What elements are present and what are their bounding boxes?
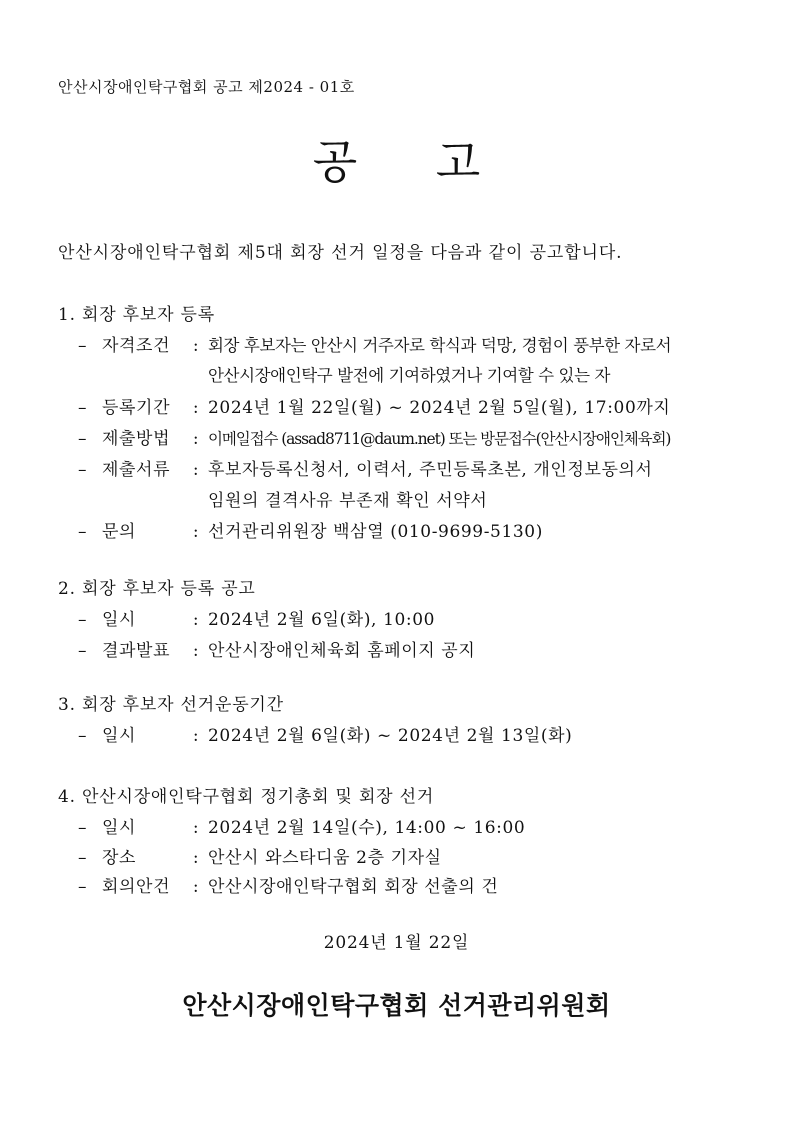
item-value: 안산시장애인탁구협회 회장 선출의 건 bbox=[208, 877, 499, 897]
section-2-item-result bbox=[78, 636, 475, 661]
item-label: 자격조건 bbox=[102, 336, 171, 356]
item-label: 회의안건 bbox=[102, 877, 171, 897]
item-colon: : bbox=[192, 641, 200, 661]
item-dash: – bbox=[78, 641, 88, 661]
item-dash: – bbox=[78, 818, 88, 838]
item-value: 2024년 2월 14일(수), 14:00 ~ 16:00 bbox=[208, 818, 526, 838]
item-dash: – bbox=[78, 726, 88, 746]
item-label: 결과발표 bbox=[102, 641, 171, 661]
section-1-item-period bbox=[78, 393, 670, 418]
intro-text: 안산시장애인탁구협회 제5대 회장 선거 일정을 다음과 같이 공고합니다. bbox=[58, 243, 623, 263]
item-value: 안산시장애인체육회 홈페이지 공지 bbox=[208, 641, 476, 661]
item-value: 선거관리위원장 백삼열 (010-9699-5130) bbox=[208, 522, 543, 542]
section-3-item-datetime bbox=[78, 721, 572, 746]
item-label: 일시 bbox=[102, 610, 137, 630]
item-colon: : bbox=[192, 610, 200, 630]
section-1-item-method bbox=[78, 424, 670, 449]
item-dash: – bbox=[78, 877, 88, 897]
item-colon: : bbox=[192, 460, 200, 480]
item-dash: – bbox=[78, 398, 88, 418]
item-label: 일시 bbox=[102, 818, 137, 838]
item-label: 문의 bbox=[102, 522, 137, 542]
section-4-item-datetime bbox=[78, 813, 525, 838]
item-colon: : bbox=[192, 398, 200, 418]
item-colon: : bbox=[192, 877, 200, 897]
item-value: 안산시 와스타디움 2층 기자실 bbox=[208, 848, 442, 868]
section-1-item-documents bbox=[78, 455, 653, 480]
item-dash: – bbox=[78, 429, 88, 449]
item-dash: – bbox=[78, 610, 88, 630]
item-colon: : bbox=[192, 522, 200, 542]
item-colon: : bbox=[192, 848, 200, 868]
issuer-signature: 안산시장애인탁구협회 선거관리위원회 bbox=[182, 991, 611, 1020]
item-label: 일시 bbox=[102, 726, 137, 746]
section-4-heading: 4. 안산시장애인탁구협회 정기총회 및 회장 선거 bbox=[58, 787, 435, 807]
item-label: 등록기간 bbox=[102, 398, 171, 418]
item-colon: : bbox=[192, 726, 200, 746]
section-3-heading: 3. 회장 후보자 선거운동기간 bbox=[58, 695, 284, 715]
item-value: 이메일접수 (assad8711@daum.net) 또는 방문접수(안산시장애인체육회) bbox=[208, 430, 671, 448]
section-1-item-contact bbox=[78, 517, 543, 542]
section-1-item-qualification-continuation: 안산시장애인탁구 발전에 기여하였거나 기여할 수 있는 자 bbox=[208, 366, 611, 385]
item-value: 회장 후보자는 안산시 거주자로 학식과 덕망, 경험이 풍부한 자로서 bbox=[208, 336, 672, 355]
item-label: 제출서류 bbox=[102, 460, 171, 480]
section-1-item-documents-continuation: 임원의 결격사유 부존재 확인 서약서 bbox=[208, 491, 488, 511]
item-dash: – bbox=[78, 522, 88, 542]
item-colon: : bbox=[192, 818, 200, 838]
item-dash: – bbox=[78, 336, 88, 356]
section-1-heading: 1. 회장 후보자 등록 bbox=[58, 305, 215, 325]
section-4-item-agenda bbox=[78, 872, 498, 897]
item-value: 2024년 2월 6일(화) ~ 2024년 2월 13일(화) bbox=[208, 726, 573, 746]
notice-number: 안산시장애인탁구협회 공고 제2024 - 01호 bbox=[58, 78, 355, 96]
section-1-item-qualification bbox=[78, 331, 671, 356]
item-value: 후보자등록신청서, 이력서, 주민등록초본, 개인정보동의서 bbox=[208, 460, 653, 480]
section-2-heading: 2. 회장 후보자 등록 공고 bbox=[58, 579, 256, 599]
section-4-item-place bbox=[78, 843, 442, 868]
item-value: 2024년 1월 22일(월) ~ 2024년 2월 5일(월), 17:00까지 bbox=[208, 398, 671, 418]
item-dash: – bbox=[78, 460, 88, 480]
item-dash: – bbox=[78, 848, 88, 868]
item-label: 장소 bbox=[102, 848, 137, 868]
item-colon: : bbox=[192, 336, 200, 356]
notice-date: 2024년 1월 22일 bbox=[323, 933, 470, 953]
section-2-item-datetime bbox=[78, 605, 435, 630]
item-value: 2024년 2월 6일(화), 10:00 bbox=[208, 610, 436, 630]
document-title: 공 고 bbox=[312, 135, 513, 189]
item-label: 제출방법 bbox=[102, 429, 171, 449]
item-colon: : bbox=[192, 429, 200, 449]
